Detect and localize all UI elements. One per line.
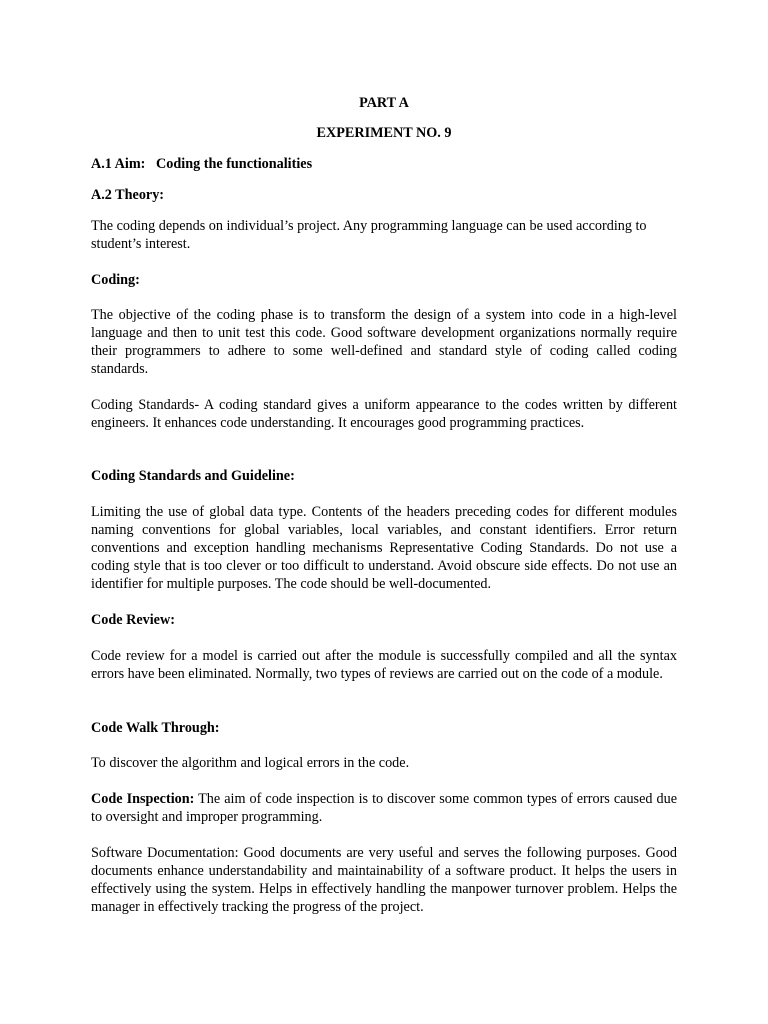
coding-heading: Coding: [91, 272, 140, 288]
inspection-text: The aim of code inspection is to discover some common types of errors caused due to oversight and improper programming. [91, 791, 677, 825]
aim-text: Coding the functionalities [156, 156, 313, 172]
guideline-paragraph: Limiting the use of global data type. Contents of the headers preceding codes for different modules naming conventions for global variables, local variables, and constant identifiers. Error return conventions and exception handling mechanisms Representative Coding Standards. Do not use a coding style that is too clever or too difficult to understand. Avoid obscure side effects. Do not use an identifier for multiple purposes. The code should be well-documented. [91, 504, 677, 592]
theory-heading: A.2 Theory: [91, 187, 165, 203]
review-paragraph: Code review for a model is carried out after the module is successfully compiled and all the syntax errors have been eliminated. Normally, two types of reviews are carried out on the code of a module. [91, 648, 677, 682]
documentation-paragraph: Software Documentation: Good documents are very useful and serves the following purposes. Good documents enhance understandability and maintainability of a software product. It helps the users in effectively using the system. Helps in effectively handling the manpower turnover problem. Helps the manager in effectively tracking the progress of the project. [91, 845, 677, 915]
walkthrough-paragraph: To discover the algorithm and logical errors in the code. [91, 755, 410, 771]
review-heading: Code Review: [91, 612, 175, 628]
guideline-heading: Coding Standards and Guideline: [91, 468, 295, 484]
walkthrough-heading: Code Walk Through: [91, 720, 220, 736]
part-title: PART A [359, 95, 409, 111]
aim-label: A.1 Aim: [91, 156, 146, 172]
experiment-title: EXPERIMENT NO. 9 [316, 125, 452, 141]
aim-line [91, 155, 677, 173]
inspection-label: Code Inspection: [91, 791, 195, 807]
theory-paragraph: The coding depends on individual’s project. Any programming language can be used according to student’s interest. [91, 218, 647, 252]
inspection-paragraph [91, 790, 677, 826]
standards-paragraph: Coding Standards- A coding standard gives a uniform appearance to the codes written by different engineers. It enhances code understanding. It encourages good programming practices. [91, 397, 677, 431]
coding-paragraph: The objective of the coding phase is to transform the design of a system into code in a high-level language and then to unit test this code. Good software development organizations normally require their programmers to adhere to some well-defined and standard style of coding called coding standards. [91, 307, 677, 377]
